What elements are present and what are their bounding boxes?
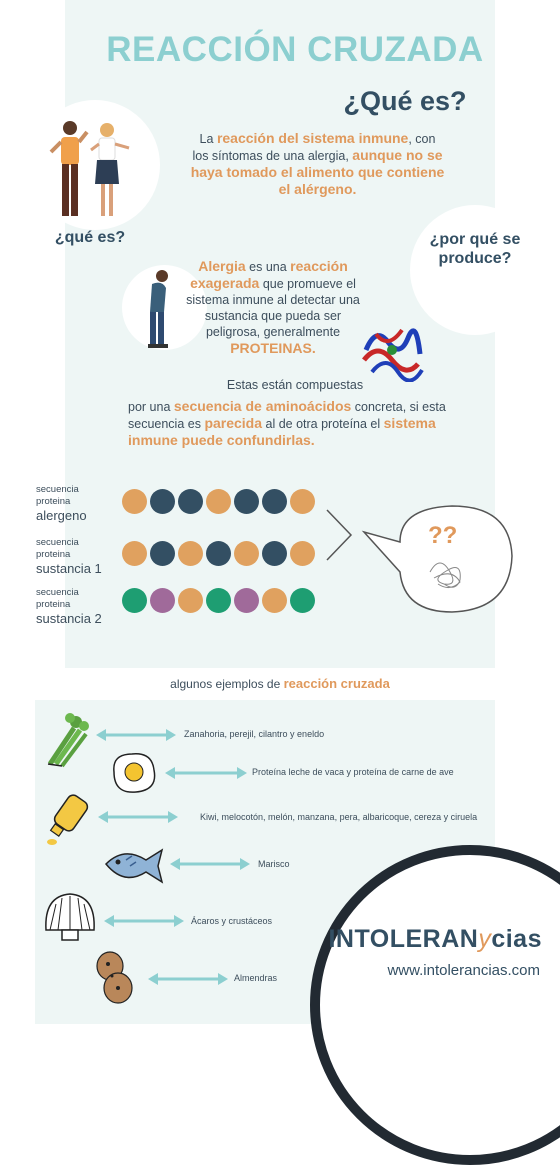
example-text: Kiwi, melocotón, melón, manzana, pera, albaricoque, cereza y ciruela: [200, 812, 478, 822]
amino-acid-dot: [290, 541, 315, 566]
sequence-label-sustancia-2: secuencia proteina sustancia 2: [36, 587, 102, 626]
amino-acid-dot: [122, 541, 147, 566]
amino-acid-dot: [122, 588, 147, 613]
sequence-label-alergeno: secuencia proteina alergeno: [36, 484, 87, 523]
double-arrow-icon: [148, 972, 228, 986]
amino-acid-dot: [178, 489, 203, 514]
amino-acid-dot: [150, 588, 175, 613]
example-text: Ácaros y crustáceos: [191, 916, 273, 926]
shell-icon: [40, 890, 100, 946]
what-label: ¿qué es?: [54, 229, 126, 246]
chevron-icon: [325, 508, 355, 562]
question-marks: ??: [428, 522, 458, 549]
sequence-dots-sustancia-2: [122, 588, 315, 613]
why-label: ¿por qué se produce?: [429, 231, 521, 267]
amino-acid-dot: [262, 489, 287, 514]
sequence-label-sustancia-1: secuencia proteina sustancia 1: [36, 537, 102, 576]
amino-acid-dot: [206, 489, 231, 514]
protein-molecule-image: [358, 320, 426, 382]
double-arrow-icon: [96, 728, 176, 742]
double-arrow-icon: [170, 857, 250, 871]
amino-acid-dot: [122, 489, 147, 514]
intro-text: La reacción del sistema inmune, con los síntomas de una alergia, aunque no se haya tomado el alimento que contiene el alérgeno.: [190, 130, 445, 197]
peanut-icon: [88, 948, 142, 1008]
composition-line1: Estas están compuestas: [226, 378, 364, 392]
double-arrow-icon: [98, 810, 178, 824]
page-title: REACCIÓN CRUZADA: [106, 30, 484, 69]
amino-acid-dot: [234, 588, 259, 613]
people-illustration: [45, 118, 135, 226]
bottle-icon: [42, 790, 98, 850]
why-circle: [410, 205, 540, 335]
amino-acid-dot: [206, 541, 231, 566]
amino-acid-dot: [178, 588, 203, 613]
amino-acid-dot: [178, 541, 203, 566]
examples-heading: algunos ejemplos de reacción cruzada: [170, 676, 390, 691]
example-text: Zanahoria, perejil, cilantro y eneldo: [184, 729, 325, 739]
brand-name: INTOLERANycias: [328, 925, 542, 953]
thought-bubble: [360, 502, 520, 616]
amino-acid-dot: [150, 489, 175, 514]
celery-icon: [42, 708, 92, 768]
amino-acid-dot: [290, 489, 315, 514]
example-text: Almendras: [234, 973, 278, 983]
egg-icon: [108, 750, 160, 796]
man-illustration: [140, 268, 180, 350]
amino-acid-dot: [262, 588, 287, 613]
amino-acid-dot: [206, 588, 231, 613]
double-arrow-icon: [165, 766, 247, 780]
allergy-text: Alergia es una reacción exagerada que promueve el sistema inmune al detectar una sustancia que pueda ser peligrosa, generalmente PROTEINAS.: [186, 258, 360, 356]
sequence-dots-sustancia-1: [122, 541, 315, 566]
amino-acid-dot: [234, 489, 259, 514]
page-subtitle: ¿Qué es?: [343, 86, 467, 116]
example-text: Marisco: [258, 859, 290, 869]
example-text: Proteína leche de vaca y proteína de carne de ave: [252, 767, 454, 777]
fish-icon: [100, 842, 166, 888]
brand-url: www.intolerancias.com: [387, 962, 540, 979]
double-arrow-icon: [104, 914, 184, 928]
amino-acid-dot: [150, 541, 175, 566]
amino-acid-dot: [262, 541, 287, 566]
amino-acid-dot: [290, 588, 315, 613]
amino-acid-dot: [234, 541, 259, 566]
composition-text: por una secuencia de aminoácidos concreta, si esta secuencia es parecida al de otra proteína el sistema inmune puede confundirlas.: [128, 398, 446, 448]
sequence-dots-alergeno: [122, 489, 315, 514]
